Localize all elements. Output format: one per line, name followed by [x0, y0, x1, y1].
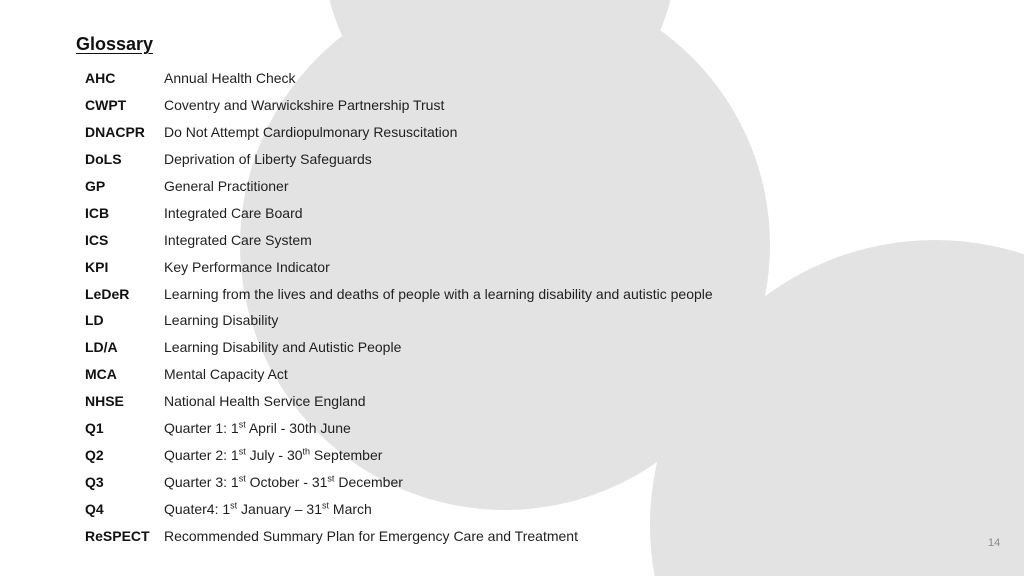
glossary-term: GP — [85, 178, 106, 194]
definition-text: Quarter 2: 1 — [164, 446, 239, 463]
ordinal-suffix: st — [238, 473, 246, 484]
glossary-row — [85, 441, 985, 468]
ordinal-suffix: st — [327, 473, 335, 484]
ordinal-suffix: st — [238, 419, 246, 430]
glossary-row — [85, 334, 985, 361]
ordinal-suffix: st — [322, 500, 330, 511]
glossary-term: ICB — [85, 204, 110, 221]
glossary-term: LD/A — [85, 339, 118, 356]
glossary-term: Q2 — [85, 446, 104, 463]
glossary-row — [85, 92, 985, 119]
glossary-definition — [164, 420, 351, 436]
glossary-row — [85, 388, 985, 415]
definition-text: December — [334, 473, 403, 490]
glossary-term: ICS — [85, 231, 109, 248]
glossary-definition: Coventry and Warwickshire Partnership Trust — [164, 97, 445, 114]
glossary-definition: Key Performance Indicator — [164, 258, 330, 275]
glossary-row — [85, 280, 985, 307]
definition-text: March — [329, 500, 372, 517]
glossary-definition: General Practitioner — [164, 178, 289, 194]
glossary-term: LeDeR — [85, 285, 130, 302]
glossary-definition — [164, 501, 372, 517]
glossary-term: CWPT — [85, 97, 127, 114]
glossary-term: ReSPECT — [85, 527, 150, 544]
definition-text: September — [310, 446, 383, 463]
glossary-row — [85, 495, 985, 522]
glossary-definition — [164, 474, 403, 490]
glossary-row — [85, 361, 985, 388]
glossary-definition: Deprivation of Liberty Safeguards — [164, 151, 372, 168]
glossary-row — [85, 146, 985, 173]
glossary-term: KPI — [85, 258, 109, 275]
glossary-definition: Annual Health Check — [164, 70, 296, 87]
glossary-definition: Do Not Attempt Cardiopulmonary Resuscitation — [164, 124, 458, 141]
glossary-term: DoLS — [85, 151, 122, 168]
ordinal-suffix: st — [230, 500, 238, 511]
glossary-definition: Learning Disability and Autistic People — [164, 339, 402, 356]
glossary-term: AHC — [85, 70, 116, 87]
glossary-row — [85, 65, 985, 92]
glossary-row — [85, 415, 985, 442]
glossary-row — [85, 253, 985, 280]
glossary-row — [85, 173, 985, 200]
glossary-term: Q1 — [85, 420, 104, 437]
glossary-row — [85, 119, 985, 146]
ordinal-suffix: st — [238, 446, 246, 457]
glossary-term: Q4 — [85, 500, 104, 517]
page-title: Glossary — [76, 34, 154, 54]
glossary-term: LD — [85, 312, 104, 329]
glossary-definition: Mental Capacity Act — [164, 366, 288, 383]
glossary-term: Q3 — [85, 473, 104, 490]
definition-text: October - 31 — [245, 473, 328, 490]
glossary-row — [85, 307, 985, 334]
glossary-definition: Integrated Care System — [164, 231, 312, 248]
definition-text: Quater4: 1 — [164, 500, 231, 517]
glossary-row — [85, 226, 985, 253]
glossary-definition — [164, 447, 382, 463]
definition-text: January – 31 — [237, 500, 323, 517]
definition-text: July - 30 — [245, 446, 303, 463]
glossary-row — [85, 468, 985, 495]
glossary-row — [85, 522, 985, 549]
glossary-term: NHSE — [85, 393, 124, 410]
ordinal-suffix: th — [302, 446, 311, 457]
definition-text: Quarter 3: 1 — [164, 473, 239, 490]
glossary-definition: Integrated Care Board — [164, 204, 303, 221]
definition-text: Quarter 1: 1 — [164, 420, 239, 437]
definition-text: April - 30th June — [245, 420, 351, 437]
glossary-definition: National Health Service England — [164, 393, 366, 410]
page-number: 14 — [988, 537, 1001, 549]
glossary-term: MCA — [85, 366, 117, 383]
glossary-list — [85, 65, 985, 549]
glossary-definition: Learning Disability — [164, 312, 279, 329]
glossary-definition: Recommended Summary Plan for Emergency Care and Treatment — [164, 527, 578, 544]
glossary-definition: Learning from the lives and deaths of people with a learning disability and autistic people — [164, 285, 713, 302]
glossary-row — [85, 199, 985, 226]
glossary-term: DNACPR — [85, 124, 145, 141]
